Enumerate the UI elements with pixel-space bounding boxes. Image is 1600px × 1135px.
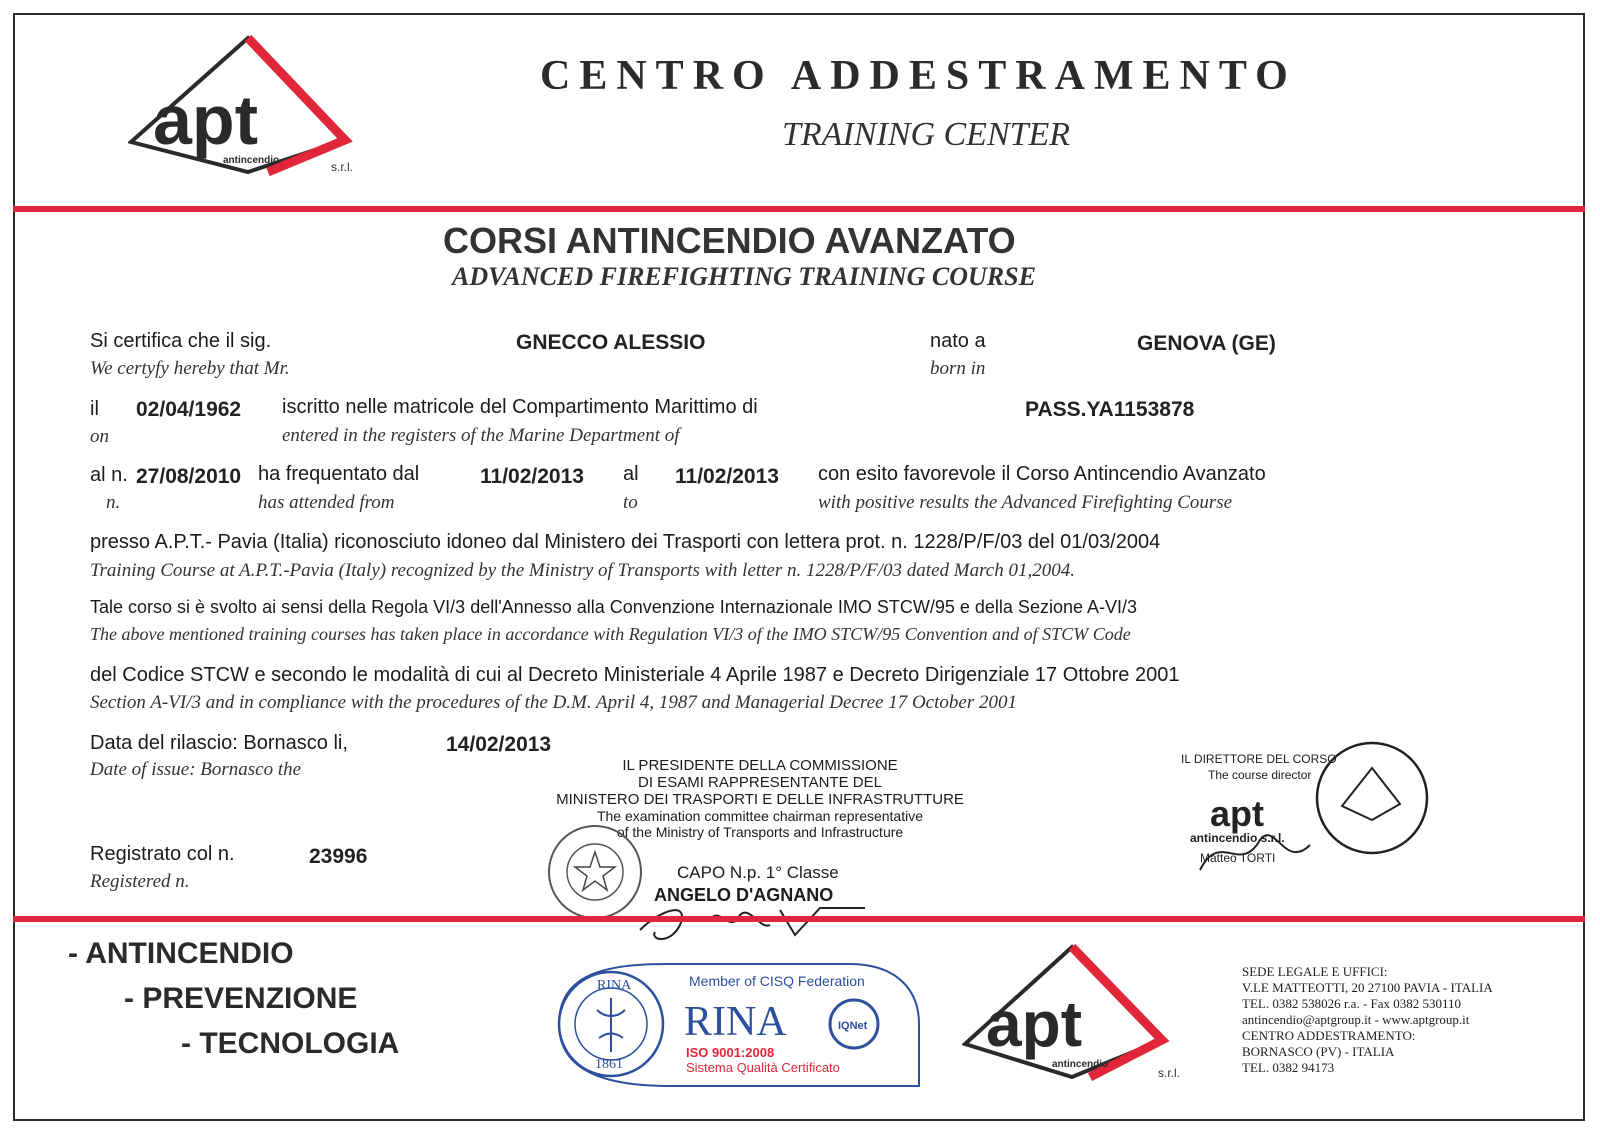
rina-certification <box>549 962 924 1088</box>
result-label-en: with positive results the Advanced Firefighting Course <box>818 492 1233 513</box>
rina-iso: ISO 9001:2008 <box>686 1045 775 1060</box>
header-title: CENTRO ADDESTRAMENTO <box>540 53 1297 99</box>
date-from: 11/02/2013 <box>480 465 584 488</box>
apt-logo-suffix: s.r.l. <box>331 160 354 174</box>
president-signature <box>620 880 880 950</box>
bottom-red-divider <box>13 916 1585 922</box>
born-label-it: nato a <box>930 330 986 352</box>
course-title-en: ADVANCED FIREFIGHTING TRAINING COURSE <box>452 262 1036 291</box>
issue-date: 14/02/2013 <box>446 733 552 756</box>
apt-logo-bottom-brand: apt <box>986 988 1082 1060</box>
body-line-1-it: presso A.P.T.- Pavia (Italia) riconosciuto idoneo dal Ministero dei Trasporti con lettera prot. n. 1228/P/F/03 del 01/03/2004 <box>90 531 1161 553</box>
quality-seal <box>1312 738 1432 858</box>
number-label-en: n. <box>106 492 121 513</box>
number-value: 27/08/2010 <box>136 465 242 488</box>
company-address <box>1242 964 1493 1076</box>
director-stamp-tagline: antincendio s.r.l. <box>1190 831 1285 845</box>
body-line-3-it: del Codice STCW e secondo le modalità di cui al Decreto Ministeriale 4 Aprile 1987 e Decreto Dirigenziale 17 Ottobre 2001 <box>90 664 1180 686</box>
on-label-en: on <box>90 426 109 447</box>
address-line-5: CENTRO ADDESTRAMENTO: <box>1242 1028 1416 1043</box>
director-stamp-brand: apt <box>1210 793 1264 834</box>
body-line-3-en: Section A-VI/3 and in compliance with the procedures of the D.M. April 4, 1987 and Managerial Decree 17 October 2001 <box>90 692 1017 713</box>
to-label-it: al <box>623 463 639 485</box>
director-title-en: The course director <box>1208 768 1312 782</box>
registers-label-en: entered in the registers of the Marine Department of <box>282 425 680 446</box>
president-line-1: IL PRESIDENTE DELLA COMMISSIONE <box>622 757 898 774</box>
number-label-it: al n. <box>90 464 128 486</box>
apt-logo-bottom-suffix: s.r.l. <box>1158 1066 1181 1080</box>
date-to: 11/02/2013 <box>675 465 779 488</box>
registered-label-en: Registered n. <box>90 871 190 892</box>
address-line-2: V.LE MATTEOTTI, 20 27100 PAVIA - ITALIA <box>1242 980 1493 995</box>
issue-label-it: Data del rilascio: Bornasco li, <box>90 732 348 754</box>
birth-date: 02/04/1962 <box>136 398 242 421</box>
body-line-2-en: The above mentioned training courses has taken place in accordance with Regulation VI/3 of the IMO STCW/95 Convention and of STCW Code <box>90 624 1131 644</box>
rina-iqnet: IQNet <box>838 1020 868 1032</box>
director-title-it: IL DIRETTORE DEL CORSO <box>1181 752 1337 766</box>
president-line-5: of the Ministry of Transports and Infrastructure <box>616 824 904 840</box>
president-rank: CAPO N.p. 1° Classe <box>677 863 839 882</box>
president-line-4: The examination committee chairman representative <box>596 808 924 824</box>
rina-brand: RINA <box>684 999 787 1045</box>
registered-number: 23996 <box>309 845 368 868</box>
result-label-it: con esito favorevole il Corso Antincendio Avanzato <box>818 463 1266 485</box>
address-line-7: TEL. 0382 94173 <box>1242 1060 1335 1075</box>
address-line-4: antincendio@aptgroup.it - www.aptgroup.it <box>1242 1012 1470 1027</box>
apt-logo-bottom <box>962 942 1182 1084</box>
registers-label-it: iscritto nelle matricole del Compartimento Marittimo di <box>282 396 758 418</box>
slogan-prevenzione: - PREVENZIONE <box>124 982 358 1015</box>
holder-name: GNECCO ALESSIO <box>516 331 706 354</box>
registered-label-it: Registrato col n. <box>90 843 235 865</box>
on-label-it: il <box>90 398 99 420</box>
director-name: Matteo TORTI <box>1200 851 1276 865</box>
certify-label-en: We certyfy hereby that Mr. <box>90 358 290 379</box>
slogan-tecnologia: - TECNOLOGIA <box>181 1027 400 1060</box>
address-line-3: TEL. 0382 538026 r.a. - Fax 0382 530110 <box>1242 996 1462 1011</box>
registry-value: PASS.YA1153878 <box>1025 398 1195 421</box>
to-label-en: to <box>623 492 638 513</box>
top-red-divider <box>13 206 1585 212</box>
header-subtitle: TRAINING CENTER <box>782 116 1071 153</box>
president-line-2: DI ESAMI RAPPRESENTANTE DEL <box>638 774 882 791</box>
rina-member: Member of CISQ Federation <box>689 973 865 989</box>
body-line-1-en: Training Course at A.P.T.-Pavia (Italy) recognized by the Ministry of Transports with letter n. 1228/P/F/03 dated March 01,2004. <box>90 560 1075 581</box>
rina-seal-year: 1861 <box>595 1057 623 1072</box>
course-title-it: CORSI ANTINCENDIO AVANZATO <box>443 220 1016 261</box>
birthplace: GENOVA (GE) <box>1137 332 1276 355</box>
apt-logo-tagline: antincendio <box>223 155 280 166</box>
attended-label-it: ha frequentato dal <box>258 463 420 485</box>
born-label-en: born in <box>930 358 986 379</box>
address-line-6: BORNASCO (PV) - ITALIA <box>1242 1044 1395 1059</box>
rina-quality: Sistema Qualità Certificato <box>686 1060 840 1075</box>
certify-label-it: Si certifica che il sig. <box>90 330 272 352</box>
rina-seal-text: RINA <box>597 978 632 993</box>
apt-logo-bottom-tagline: antincendio <box>1052 1059 1109 1070</box>
president-name: ANGELO D'AGNANO <box>654 885 834 905</box>
body-line-2-it: Tale corso si è svolto ai sensi della Regola VI/3 dell'Annesso alla Convenzione Internazionale IMO STCW/95 e della Sezione A-VI/3 <box>90 597 1138 617</box>
president-line-3: MINISTERO DEI TRASPORTI E DELLE INFRASTRUTTURE <box>556 791 964 808</box>
slogan-antincendio: - ANTINCENDIO <box>68 937 294 970</box>
issue-label-en: Date of issue: Bornasco the <box>90 759 302 780</box>
attended-label-en: has attended from <box>258 492 395 513</box>
apt-logo-brand: apt <box>153 81 258 159</box>
address-line-1: SEDE LEGALE E UFFICI: <box>1242 964 1388 979</box>
director-stamp <box>1190 790 1330 880</box>
